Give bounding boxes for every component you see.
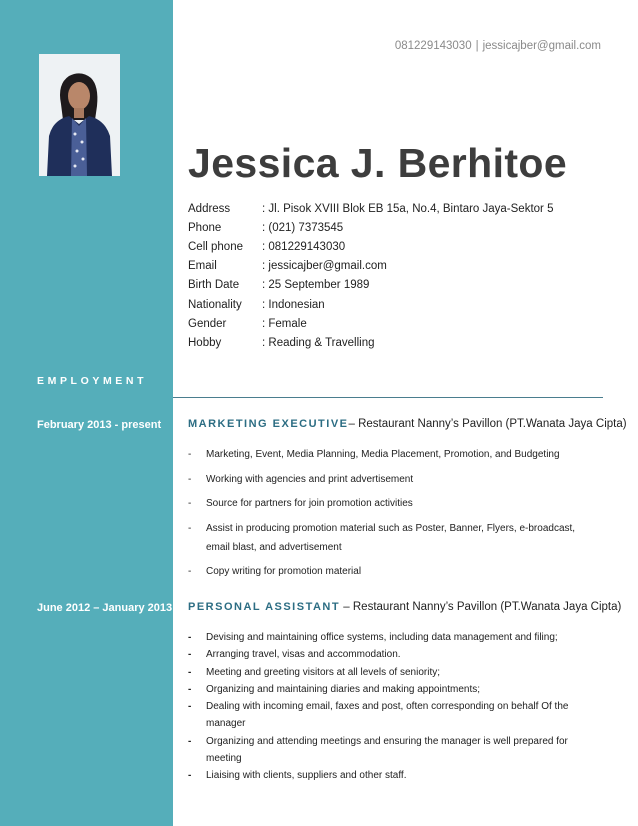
candidate-name: Jessica J. Berhitoe (188, 140, 568, 186)
job-title: PERSONAL ASSISTANT (188, 601, 341, 613)
section-divider (173, 397, 603, 398)
duty-text: Marketing, Event, Media Planning, Media Placement, Promotion, and Budgeting (206, 449, 560, 460)
duty-text: Meeting and greeting visitors at all levels of seniority; (206, 666, 441, 678)
duty-text: Devising and maintaining office systems, including data management and filing; (206, 632, 558, 643)
header-phone: 081229143030 (394, 40, 472, 52)
job-period: February 2013 - present (37, 419, 162, 431)
header-email: jessicajber@gmail.com (482, 40, 601, 52)
header-separator: | (475, 40, 479, 52)
info-label: Birth Date (188, 279, 240, 292)
info-value: : 081229143030 (262, 240, 346, 253)
duty-text: Copy writing for promotion material (206, 566, 362, 577)
info-value: : Indonesian (262, 298, 325, 311)
info-row-email (188, 257, 608, 276)
personal-info (188, 199, 608, 353)
list-item: - Devising and maintaining office systems, including data management and filing; (188, 629, 598, 646)
list-item: - Marketing, Event, Media Planning, Media Placement, Promotion, and Budgeting (188, 445, 598, 464)
info-row-gender (188, 314, 608, 333)
duty-text: Liaising with clients, suppliers and other staff. (206, 770, 407, 782)
profile-photo-image (39, 54, 120, 176)
info-label: Gender (188, 317, 227, 330)
duty-text: Source for partners for join promotion activities (206, 498, 413, 509)
list-item: - Meeting and greeting visitors at all levels of seniority; (188, 664, 598, 681)
duty-text: Arranging travel, visas and accommodation. (206, 649, 401, 661)
job-title: MARKETING EXECUTIVE (188, 418, 349, 430)
info-value: : (021) 7373545 (262, 221, 344, 234)
list-item: - Working with agencies and print advertisement (188, 470, 598, 489)
info-value: : Female (262, 317, 307, 330)
duty-text: Dealing with incoming email, faxes and post, often corresponding on behalf Of the manager (206, 701, 569, 730)
job-company: – Restaurant Nanny’s Pavillon (PT.Wanata Jaya Cipta) (340, 601, 622, 613)
list-item: - Copy writing for promotion material (188, 562, 598, 581)
header-contact (395, 40, 601, 52)
info-value: : 25 September 1989 (262, 279, 370, 292)
info-label: Email (188, 260, 217, 273)
job-period: June 2012 – January 2013 (37, 602, 173, 614)
info-row-birth-date (188, 276, 608, 295)
duty-text: Organizing and maintaining diaries and making appointments; (206, 683, 481, 695)
list-item: - Assist in producing promotion material such as Poster, Banner, Flyers, e-broadcast, email blast, and advertisement (188, 519, 598, 557)
job-duties (188, 629, 598, 785)
list-item: - Arranging travel, visas and accommodation. (188, 646, 598, 663)
info-row-nationality (188, 295, 608, 314)
list-item: - Organizing and attending meetings and ensuring the manager is well prepared for meeting (188, 733, 598, 768)
job-heading (188, 601, 621, 613)
info-label: Phone (188, 221, 222, 234)
info-value: : jessicajber@gmail.com (262, 260, 387, 273)
info-row-cell-phone (188, 237, 608, 256)
info-value: : Jl. Pisok XVIII Blok EB 15a, No.4, Bintaro Jaya-Sektor 5 (262, 202, 554, 215)
info-label: Nationality (188, 298, 242, 311)
duty-text: Working with agencies and print advertisement (206, 473, 414, 485)
job-company: – Restaurant Nanny’s Pavillon (PT.Wanata Jaya Cipta) (348, 418, 627, 430)
info-row-phone (188, 218, 608, 237)
info-row-hobby (188, 333, 608, 352)
list-item: - Source for partners for join promotion activities (188, 494, 598, 513)
job-duties (188, 445, 598, 587)
duty-text: Organizing and attending meetings and ensuring the manager is well prepared for meeting (206, 735, 568, 765)
list-item: - Dealing with incoming email, faxes and post, often corresponding on behalf Of the manager (188, 698, 598, 733)
info-value: : Reading & Travelling (262, 336, 375, 349)
employment-section-title: EMPLOYMENT (37, 375, 148, 387)
list-item: - Organizing and maintaining diaries and making appointments; (188, 681, 598, 698)
info-label: Address (188, 202, 231, 215)
duty-text: Assist in producing promotion material such as Poster, Banner, Flyers, e-broadcast, email blast, and advertisement (206, 522, 576, 553)
info-row-address (188, 199, 608, 218)
list-item: - Liaising with clients, suppliers and other staff. (188, 767, 598, 784)
profile-photo (39, 54, 120, 176)
info-label: Hobby (188, 336, 222, 349)
job-heading (188, 418, 627, 430)
info-label: Cell phone (188, 240, 243, 253)
